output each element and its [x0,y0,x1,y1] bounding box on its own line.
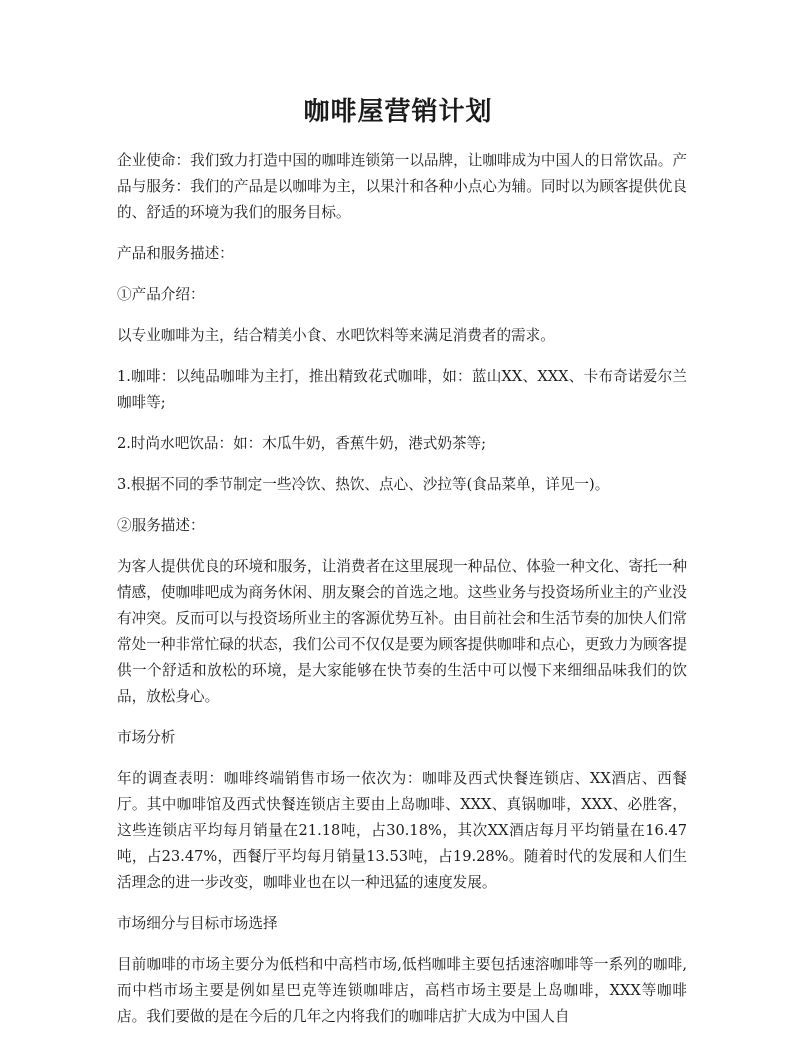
list-item-drinks: 2.时尚水吧饮品：如：木瓜牛奶，香蕉牛奶，港式奶茶等; [117,435,487,452]
paragraph-market-segmentation: 目前咖啡的市场主要分为低档和中高档市场,低档咖啡主要包括速溶咖啡等一系列的咖啡,而中档市场主要是例如星巴克等连锁咖啡店，高档市场主要是上岛咖啡，XXX等咖啡店。我们要做的是在今后的几年之内将我们的咖啡店扩大成为中国人自 [117,956,687,1025]
list-item-coffee: 1.咖啡：以纯品咖啡为主打，推出精致花式咖啡，如：蓝山XX、XXX、卡布奇诺爱尔兰咖啡等; [117,368,687,411]
document-title: 咖啡屋营销计划 [303,97,493,127]
heading-market-segmentation: 市场细分与目标市场选择 [117,915,278,932]
heading-market-analysis: 市场分析 [117,729,176,746]
heading-product-intro: ①产品介绍： [117,286,205,303]
document-body [117,148,687,1045]
list-item-seasonal: 3.根据不同的季节制定一些冷饮、热饮、点心、沙拉等(食品菜单，详见一)。 [117,476,610,493]
paragraph-product-intro: 以专业咖啡为主，结合精美小食、水吧饮料等来满足消费者的需求。 [117,327,555,344]
heading-service: ②服务描述： [117,517,205,534]
paragraph-mission: 企业使命：我们致力打造中国的咖啡连锁第一以品牌，让咖啡成为中国人的日常饮品。产品与服务：我们的产品是以咖啡为主，以果汁和各种小点心为辅。同时以为顾客提供优良的、舒适的环境为我们的服务目标。 [117,152,687,221]
paragraph-service: 为客人提供优良的环境和服务，让消费者在这里展现一种品位、体验一种文化、寄托一种情感，使咖啡吧成为商务休闲、朋友聚会的首选之地。这些业务与投资场所业主的产业没有冲突。反而可以与投资场所业主的客源优势互补。由目前社会和生活节奏的加快人们常常处一种非常忙碌的状态，我们公司不仅仅是要为顾客提供咖啡和点心，更致力为顾客提供一个舒适和放松的环境，是大家能够在快节奏的生活中可以慢下来细细品味我们的饮品，放松身心。 [117,558,687,705]
paragraph-market-analysis: 年的调查表明：咖啡终端销售市场一依次为：咖啡及西式快餐连锁店、XX酒店、西餐厅。其中咖啡馆及西式快餐连锁店主要由上岛咖啡、XXX、真锅咖啡，XXX、必胜客，这些连锁店平均每月销量在21.18吨，占30.18%，其次XX酒店每月平均销量在16.47吨，占23.47%，西餐厅平均每月销量13.53吨，占19.28%。随着时代的发展和人们生活理念的进一步改变，咖啡业也在以一种迅猛的速度发展。 [117,770,687,891]
heading-product-service: 产品和服务描述： [117,245,234,262]
